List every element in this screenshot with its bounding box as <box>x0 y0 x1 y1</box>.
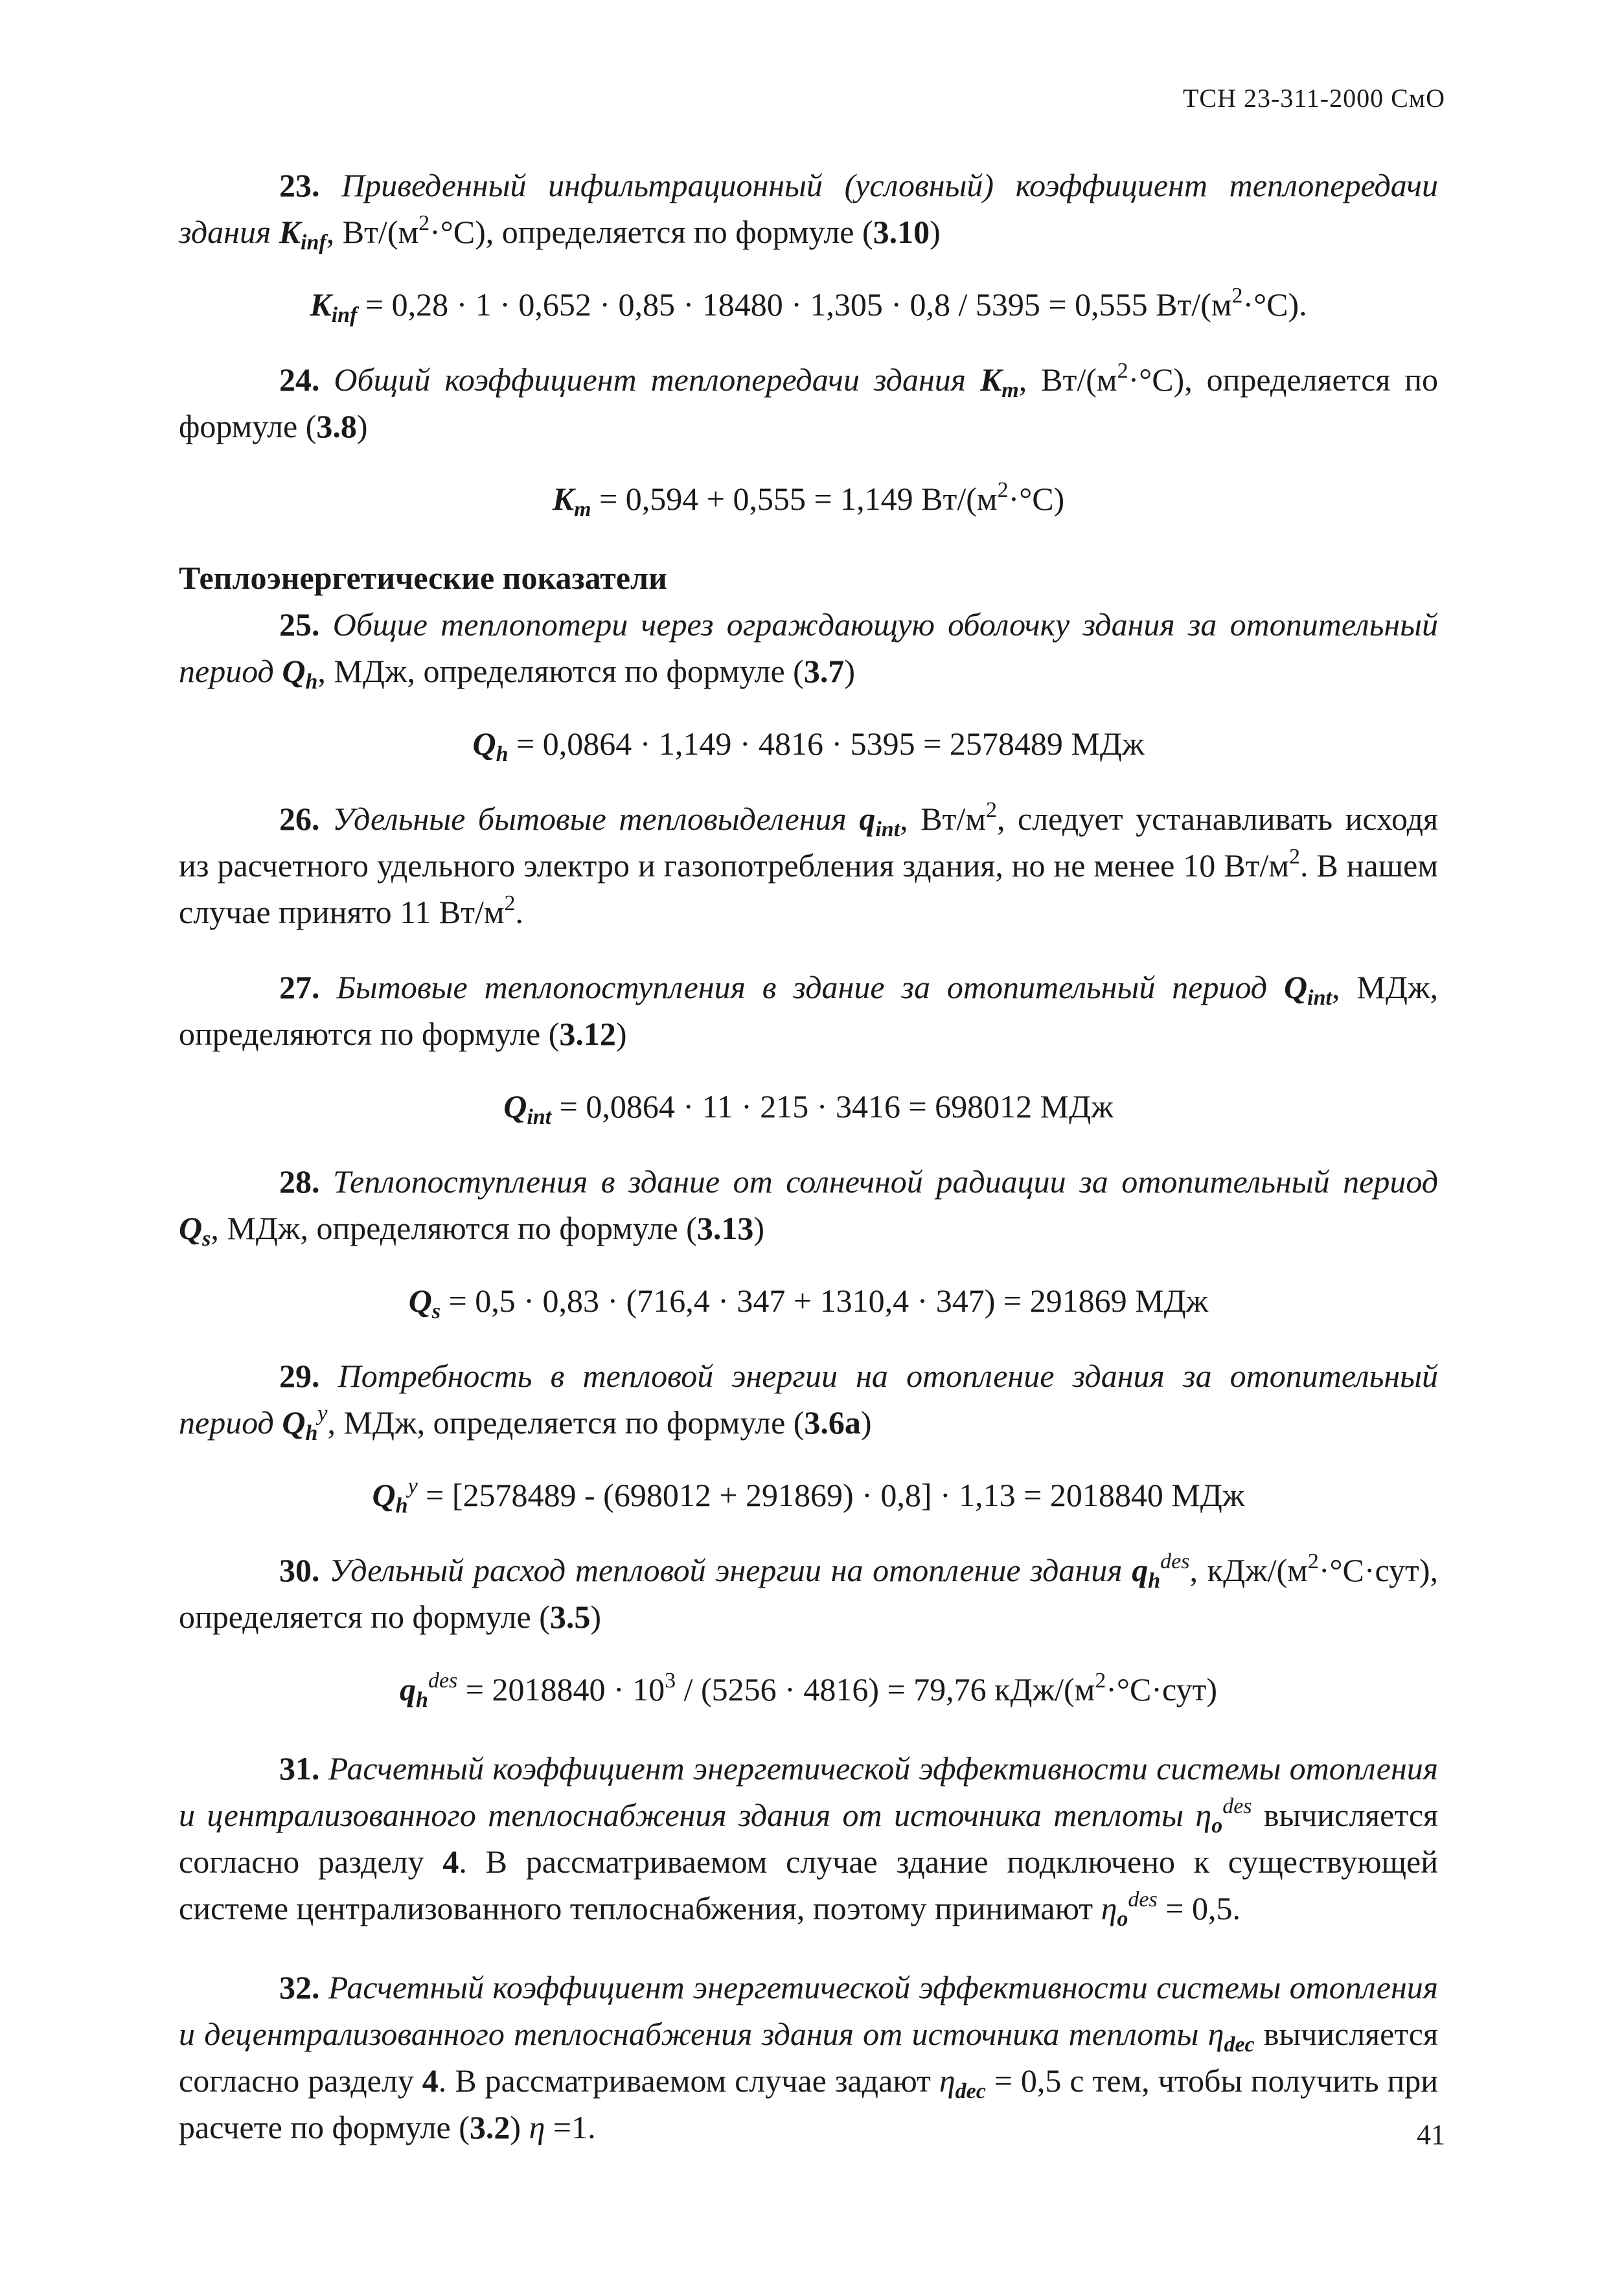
item-title: Теплопоступления в здание от солнечной радиации за отопительный период <box>333 1163 1438 1200</box>
variable-subscript: int <box>1307 986 1332 1010</box>
expression-tail: ·°С). <box>1242 286 1307 323</box>
formula-ref: 3.7 <box>803 653 845 689</box>
superscript: 2 <box>1307 1549 1319 1573</box>
item-23 <box>179 162 1438 255</box>
section-ref: 4 <box>442 1844 459 1880</box>
text: ·°С·сут), определяется по формуле ( <box>179 1552 1438 1635</box>
variable-subscript: s <box>431 1299 441 1323</box>
formula-29 <box>179 1472 1438 1518</box>
text: =1. <box>545 2109 596 2145</box>
formula-24 <box>179 475 1438 522</box>
superscript: 2 <box>997 478 1009 502</box>
item-number: 32. <box>279 1969 320 2005</box>
expression-tail: ·°С) <box>1008 481 1065 517</box>
variable: Q <box>472 725 496 762</box>
variable-subscript: inf <box>301 231 326 255</box>
section-heading: Теплоэнергетические показатели <box>179 560 667 596</box>
page-content <box>179 162 1438 2151</box>
variable: Q <box>1284 969 1308 1005</box>
variable: Q <box>503 1088 527 1125</box>
variable-superscript: y <box>407 1474 418 1498</box>
text: = 0,5. <box>1157 1890 1241 1926</box>
text: . В рассматриваемом случае задают <box>438 2062 939 2099</box>
expression: = 0,28 · 1 · 0,652 · 0,85 · 18480 · 1,305 · 0,8 / 5395 = 0,555 Вт/(м <box>357 286 1232 323</box>
text: ) <box>510 2109 529 2145</box>
variable: q <box>400 1671 417 1707</box>
item-title: Потребность в тепловой энергии на отопление здания за отопительный период <box>179 1358 1439 1441</box>
variable-superscript: y <box>317 1402 328 1426</box>
variable-subscript: h <box>305 1421 318 1445</box>
variable-subscript: h <box>395 1494 408 1518</box>
superscript: 3 <box>665 1669 676 1693</box>
text: , следует устанавливать исходя из расчетного удельного электро и газопотребления здания, но не менее 10 Вт/м <box>179 801 1439 884</box>
formula-ref: 3.8 <box>316 408 357 444</box>
variable-subscript: s <box>202 1227 211 1251</box>
item-24 <box>179 356 1438 450</box>
variable: η <box>1207 2016 1224 2052</box>
item-number: 27. <box>279 969 320 1005</box>
variable: Q <box>282 1404 306 1441</box>
variable: Q <box>408 1283 432 1319</box>
superscript: 2 <box>1095 1669 1106 1693</box>
item-number: 23. <box>279 167 320 203</box>
text: вычисляется согласно разделу <box>179 2016 1438 2099</box>
text: , Вт/м <box>900 801 986 837</box>
variable-subscript: h <box>416 1688 428 1712</box>
page-number: 41 <box>1417 2119 1445 2151</box>
variable: η <box>939 2062 955 2099</box>
variable: K <box>552 481 575 517</box>
expression: = 0,594 + 0,555 = 1,149 Вт/(м <box>591 481 998 517</box>
variable: Q <box>372 1477 396 1513</box>
superscript: 2 <box>1288 845 1300 869</box>
item-number: 31. <box>279 1750 320 1787</box>
text: , Вт/(м <box>1018 361 1117 398</box>
variable-subscript: inf <box>331 303 358 327</box>
item-27 <box>179 964 1438 1057</box>
item-number: 28. <box>279 1163 320 1200</box>
item-26 <box>179 795 1438 935</box>
variable: q <box>1132 1552 1149 1588</box>
text: . <box>515 894 524 930</box>
variable-subscript: int <box>875 817 900 841</box>
variable-subscript: h <box>305 670 318 694</box>
item-number: 29. <box>279 1358 320 1394</box>
formula-ref: 3.6а <box>804 1404 861 1441</box>
item-title: Удельный расход тепловой энергии на отопление здания <box>329 1552 1123 1588</box>
expression: = [2578489 - (698012 + 291869) · 0,8] · 1,13 = 2018840 МДж <box>417 1477 1245 1513</box>
variable: K <box>310 286 332 323</box>
expression: / (5256 · 4816) = 79,76 кДж/(м <box>676 1671 1095 1707</box>
expression: = 0,0864 · 1,149 · 4816 · 5395 = 2578489 МДж <box>508 725 1145 762</box>
item-title: Общие теплопотери через ограждающую оболочку здания за отопительный период <box>179 606 1439 689</box>
item-title: Бытовые теплопоступления в здание за отопительный период <box>336 969 1268 1005</box>
variable: η <box>1101 1890 1117 1926</box>
item-30 <box>179 1547 1438 1640</box>
variable-subscript: m <box>574 497 591 521</box>
formula-ref: 3.2 <box>469 2109 510 2145</box>
item-28 <box>179 1158 1438 1251</box>
expression: = 0,0864 · 11 · 215 · 3416 = 698012 МДж <box>551 1088 1114 1125</box>
formula-ref: 3.12 <box>559 1016 616 1052</box>
text: , МДж, определяется по формуле ( <box>327 1404 805 1441</box>
item-number: 25. <box>279 606 320 643</box>
text: ·°С), определяется по формуле ( <box>179 361 1439 444</box>
text: , МДж, определяются по формуле ( <box>211 1210 697 1246</box>
item-number: 30. <box>279 1552 320 1588</box>
variable: K <box>279 214 301 250</box>
text: , МДж, определяются по формуле ( <box>179 969 1438 1052</box>
text: ) <box>753 1210 764 1246</box>
variable: Q <box>179 1210 203 1246</box>
text: ) <box>356 408 368 444</box>
formula-25 <box>179 720 1438 767</box>
text: ·°С), определяется по формуле ( <box>429 214 873 250</box>
expression: = 2018840 · 10 <box>457 1671 665 1707</box>
formula-ref: 3.10 <box>873 214 930 250</box>
item-29 <box>179 1353 1438 1446</box>
variable-superscript: des <box>428 1669 458 1693</box>
superscript: 2 <box>418 211 430 235</box>
text: , Вт/(м <box>326 214 419 250</box>
item-title: Общий коэффициент теплопередачи здания <box>334 361 966 398</box>
item-31 <box>179 1745 1438 1932</box>
text: , МДж, определяются по формуле ( <box>317 653 804 689</box>
item-25 <box>179 601 1438 694</box>
expression: = 0,5 · 0,83 · (716,4 · 347 + 1310,4 · 347) = 291869 МДж <box>440 1283 1209 1319</box>
text: вычисляется согласно разделу <box>179 1797 1439 1880</box>
formula-30 <box>179 1666 1438 1713</box>
text: ) <box>930 214 941 250</box>
text: ) <box>860 1404 872 1441</box>
variable-subscript: o <box>1117 1907 1128 1931</box>
item-title: Расчетный коэффициент энергетической эффективности системы отопления и децентрализованного теплоснабжения здания от источника теплоты <box>179 1969 1438 2052</box>
variable-subscript: h <box>1148 1569 1161 1593</box>
variable-subscript: h <box>496 742 509 766</box>
superscript: 2 <box>504 891 516 915</box>
formula-28 <box>179 1277 1438 1324</box>
variable-subscript: m <box>1001 378 1019 402</box>
item-32 <box>179 1964 1438 2151</box>
item-title: Удельные бытовые тепловыделения <box>332 801 847 837</box>
text: . В нашем случае принято 11 Вт/м <box>179 847 1438 930</box>
item-title: Расчетный коэффициент энергетической эффективности системы отопления и централизованного теплоснабжения здания от источника теплоты <box>179 1750 1438 1833</box>
expression-tail: ·°С·сут) <box>1106 1671 1217 1707</box>
formula-23 <box>179 281 1438 328</box>
item-title: Приведенный инфильтрационный (условный) коэффициент теплопередачи здания <box>179 167 1438 250</box>
variable: q <box>859 801 876 837</box>
variable-subscript: o <box>1211 1814 1223 1838</box>
text: ) <box>615 1016 627 1052</box>
formula-ref: 3.13 <box>696 1210 754 1246</box>
superscript: 2 <box>1117 359 1128 383</box>
text: ) <box>590 1599 602 1635</box>
item-number: 26. <box>279 801 320 837</box>
superscript: 2 <box>1231 284 1243 308</box>
variable-subscript: int <box>527 1105 552 1129</box>
superscript: 2 <box>985 798 997 822</box>
text: . В рассматриваемом случае здание подключено к существующей системе централизованного теплоснабжения, поэтому принимают <box>179 1844 1438 1926</box>
text: , кДж/(м <box>1189 1552 1308 1588</box>
eta-symbol: η <box>529 2109 545 2145</box>
variable-subscript: dec <box>1224 2033 1255 2057</box>
document-code: ТСН 23-311-2000 СмО <box>1182 84 1445 113</box>
variable: K <box>979 361 1002 398</box>
variable-subscript: dec <box>955 2079 986 2103</box>
text: ) <box>844 653 855 689</box>
formula-ref: 3.5 <box>549 1599 591 1635</box>
variable-superscript: des <box>1222 1794 1252 1818</box>
variable: η <box>1195 1797 1212 1833</box>
variable-superscript: des <box>1128 1888 1158 1912</box>
formula-27 <box>179 1083 1438 1130</box>
section-ref: 4 <box>422 2062 439 2099</box>
variable-superscript: des <box>1160 1549 1190 1573</box>
variable: Q <box>282 653 306 689</box>
text: = 0,5 с тем, чтобы получить при расчете по формуле ( <box>179 2062 1438 2145</box>
item-number: 24. <box>279 361 320 398</box>
